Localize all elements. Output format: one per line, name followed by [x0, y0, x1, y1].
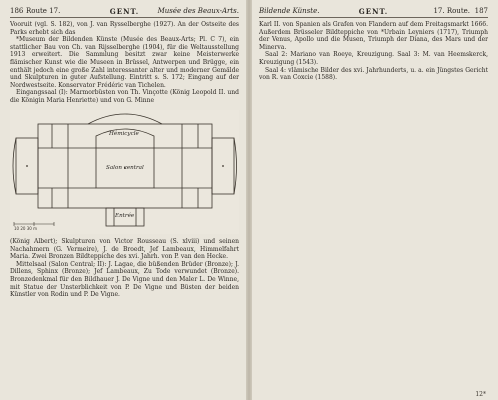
room-label-salon-central: Salon central: [106, 165, 144, 171]
left-city-title: GENT.: [109, 7, 140, 16]
right-route-label: 17. Route.: [433, 7, 470, 15]
left-paragraph: Mittelsaal (Salon Central; II): J. Lagae, die büßenden Brüder (Bronze); J. Dillens, Sphinx (Bronze); Jef Lambeaux, Zu Tode verwundet (Bronze). Bronzedenkmal für den Bildhauer J. De Vigne und den Maler L. De Winne, mit Statue der Unsterblichkeit von P. De Vigne und Büsten der beiden Künstler von Rodin und P. De Vigne.: [10, 260, 239, 299]
left-paragraph: Eingangssaal (I): Marmorbüsten von Th. Vinçotte (König Leopold II. und die Königin Maria Henriette) und von G. Minne: [10, 89, 239, 104]
left-paragraph: *Museum der Bildenden Künste (Musée des Beaux-Arts; Pl. C 7), ein stattlicher Bau von Ch. van Rijsselberghe (1904), für die Weltausstellung 1913 erweitert. Die Sammlung besitzt zwar keine Meisterwerke flämischer Kunst wie die Museen in Brüssel, Antwerpen und Brügge, ein enthält jedoch eine große Zahl interessanter alter und moderner Gemälde und Skulpturen in guter Aufstellung. Eintritt s. S. 172; Eingang auf der Nordwestseite. Konservator Frédéric van Tichelen.: [10, 36, 239, 89]
right-paragraph: Saal 2: Mariano van Roeye, Kreuzigung. Saal 3: M. van Heemskerck, Kreuzigung (1543).: [259, 51, 488, 66]
room-label-hemicycle: Hémicycle: [109, 131, 139, 137]
signature-mark: 12*: [475, 391, 486, 398]
right-paragraph: Saal 4: vlämische Bilder des xvi. Jahrhunderts, u. a. ein Jüngstes Gericht von R. van Coxcie (1588).: [259, 66, 488, 82]
right-city-title: GENT.: [358, 7, 389, 16]
right-running-head: [259, 6, 488, 18]
left-page-number: 186: [10, 7, 24, 15]
right-body-text: [259, 21, 488, 387]
right-section-heading: Bildende Künste.: [259, 7, 320, 15]
left-route-label: Route 17.: [26, 7, 61, 15]
left-paragraph: (König Albert); Skulpturen von Victor Rousseau (S. xlviii) und seinen Nachahmern (G. Vermeire), J. de Broedt, Jef Lambeaux, Himmelfahrt Maria. Zwei Bronzen Bildteppiche des xvi. Jahrh. von P. van den Hecke.: [10, 238, 239, 261]
left-section-heading: Musée des Beaux-Arts.: [157, 7, 239, 15]
floor-plan-scale: 10 20 30 m: [14, 226, 37, 231]
right-page-number: 187: [474, 7, 488, 15]
room-label-entree: Entrée: [115, 213, 135, 219]
right-page: [249, 0, 498, 400]
left-bottom-text: [10, 238, 239, 396]
museum-floor-plan: [10, 110, 239, 234]
left-running-head: [10, 6, 239, 18]
left-paragraph: Vooruit (vgl. S. 182), von J. van Rysselberghe (1927). An der Ostseite des Parks erhebt sich das: [10, 21, 239, 36]
left-top-text: [10, 21, 239, 107]
right-paragraph: Karl II. von Spanien als Grafen von Flandern auf dem Freitagsmarkt 1666. Außerdem Brüsseler Bildteppiche von *Urbain Leyniers (1717), Triumph der Venus, Apollo und die Musen, Triumph der Diana, des Mars und der Minerva.: [259, 21, 488, 51]
